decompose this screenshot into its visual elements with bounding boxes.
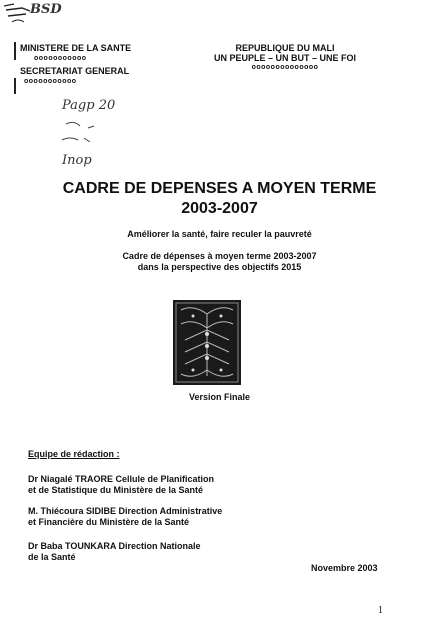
republic-name: REPUBLIQUE DU MALI xyxy=(235,43,335,53)
cover-pattern-image xyxy=(173,300,241,385)
handwritten-note-page: Pagp 20 xyxy=(62,98,116,113)
handwritten-bsd: BSD xyxy=(30,2,62,17)
team-member-line-1: Dr Niagalé TRAORE Cellule de Planification xyxy=(28,474,215,484)
republic-dots: oooooooooooooo xyxy=(251,64,319,71)
team-member-line-1: M. Thiécoura SIDIBE Direction Administrative xyxy=(28,506,223,516)
team-member-line-2: de la Santé xyxy=(28,552,76,562)
handwritten-marks xyxy=(60,118,120,148)
page-number: 1 xyxy=(378,605,383,616)
secretariat-name: SECRETARIAT GENERAL xyxy=(20,66,130,76)
version-label: Version Finale xyxy=(188,392,251,402)
margin-mark xyxy=(14,42,16,60)
national-motto: UN PEUPLE – UN BUT – UNE FOI xyxy=(213,53,357,63)
team-member xyxy=(28,474,214,496)
margin-mark xyxy=(14,78,16,94)
document-title: CADRE DE DEPENSES A MOYEN TERME xyxy=(62,180,377,197)
document-period: 2003-2007 xyxy=(181,200,258,217)
team-member xyxy=(28,541,201,563)
document-date: Novembre 2003 xyxy=(311,563,378,573)
team-member-line-2: et de Statistique du Ministère de la Santé xyxy=(28,485,204,495)
team-heading: Equipe de rédaction : xyxy=(28,449,120,459)
team-member-line-1: Dr Baba TOUNKARA Direction Nationale xyxy=(28,541,201,551)
secretariat-dots: ooooooooooo xyxy=(24,78,77,85)
handwritten-note-inop: Inop xyxy=(62,153,92,168)
description-line-2: dans la perspective des objectifs 2015 xyxy=(137,262,302,272)
ministry-dots: ooooooooooo xyxy=(34,55,87,62)
team-member xyxy=(28,506,222,528)
team-member-line-2: et Financière du Ministère de la Santé xyxy=(28,517,190,527)
description-line-1: Cadre de dépenses à moyen terme 2003-2007 xyxy=(122,251,317,261)
document-subtitle: Améliorer la santé, faire reculer la pauvreté xyxy=(127,229,312,239)
ministry-name: MINISTERE DE LA SANTE xyxy=(20,43,132,53)
